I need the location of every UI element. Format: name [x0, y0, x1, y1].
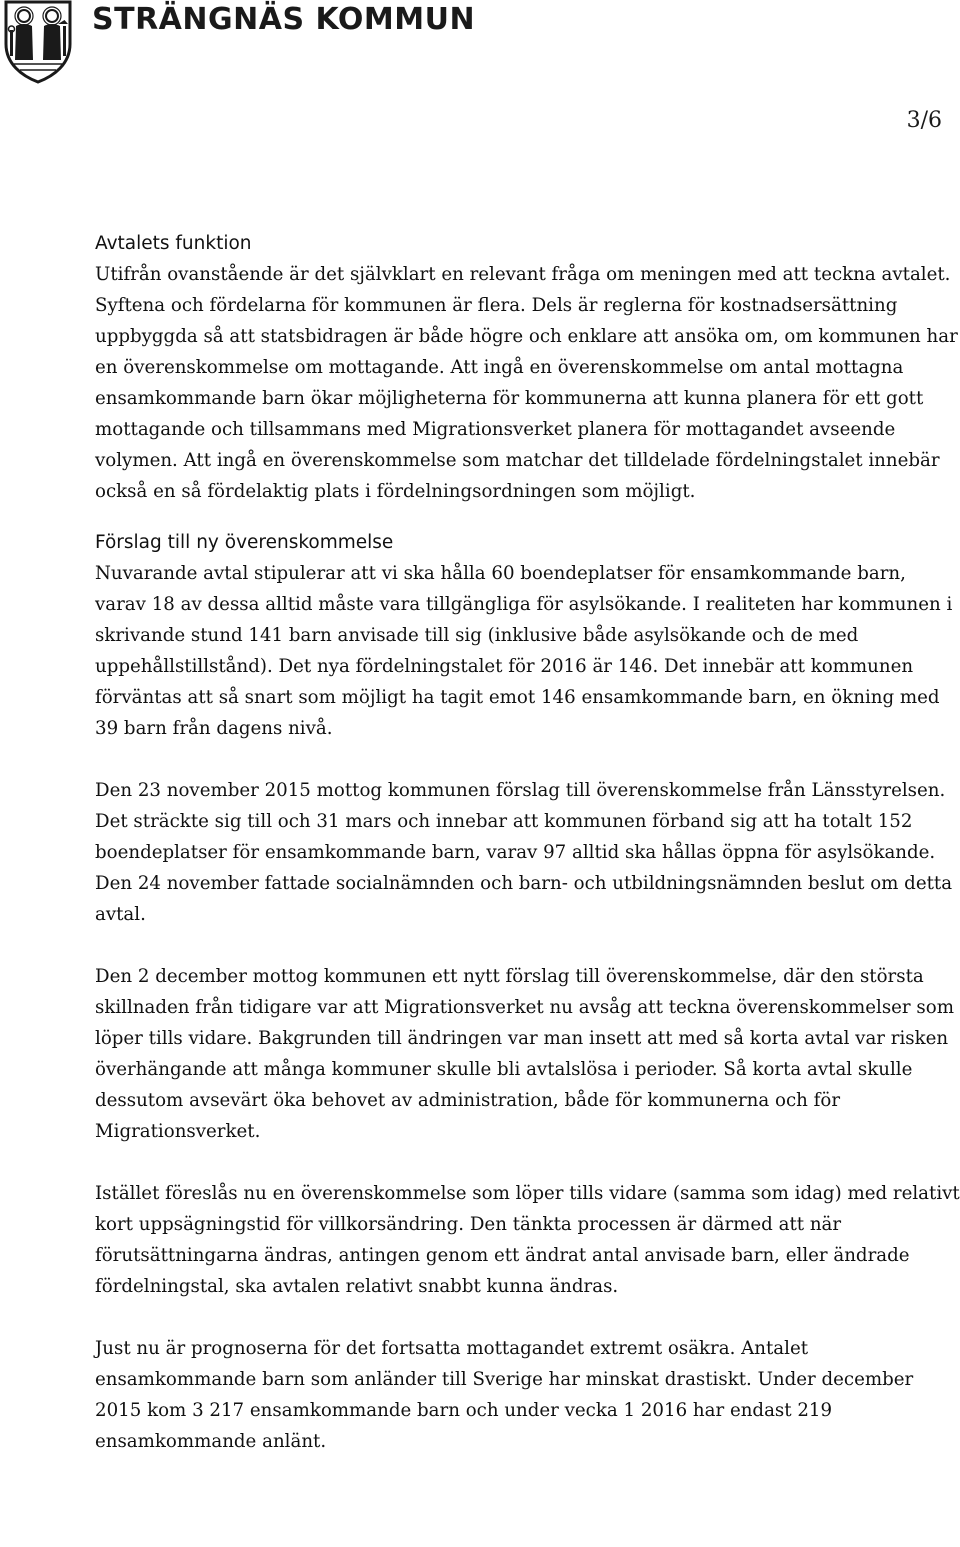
spacer [95, 1302, 960, 1333]
paragraph: Utifrån ovanstående är det självklart en relevant fråga om meningen med att teckna avtalet. Syftena och fördelarna för kommunen är flera. Dels är reglerna för kostnadsersättning uppbyggda så att statsbidragen är både högre och enklare att ansöka om, om kommunen har en överenskommelse om mottagande. Att ingå en överenskommelse om antal mottagna ensamkommande barn ökar möjligheterna för kommunerna att kunna planera för ett gott mottagande och tillsammans med Migrationsverket planera för mottagandet avseende volymen. Att ingå en överenskommelse som matchar det tilldelade fördelningstalet innebär också en så fördelaktig plats i fördelningsordningen som möjligt. [95, 264, 958, 502]
spacer [95, 1147, 960, 1178]
paragraph: Istället föreslås nu en överenskommelse som löper tills vidare (samma som idag) med relativt kort uppsägningstid för villkorsändring. Den tänkta processen är därmed att när förutsättningarna ändras, antingen genom ett ändrat antal anvisade barn, eller ändrade fördelningstal, ska avtalen relativt snabbt kunna ändras. [95, 1183, 960, 1297]
brand-name: STRÄNGNÄS KOMMUN [92, 2, 476, 37]
paragraph: Just nu är prognoserna för det fortsatta mottagandet extremt osäkra. Antalet ensamkommande barn som anländer till Sverige har minskat drastiskt. Under december 2015 kom 3 217 ensamkommande barn och under vecka 1 2016 har endast 219 ensamkommande anlänt. [95, 1338, 914, 1452]
section-heading-avtalets-funktion: Avtalets funktion [95, 233, 252, 254]
paragraph: Nuvarande avtal stipulerar att vi ska hålla 60 boendeplatser för ensamkommande barn, varav 18 av dessa alltid måste vara tillgängliga för asylsökande. I realiteten har kommunen i skrivande stund 141 barn anvisade till sig (inklusive både asylsökande och de med uppehållstillstånd). Det nya fördelningstalet för 2016 är 146. Det innebär att kommunen förväntas att så snart som möjligt ha tagit emot 146 ensamkommande barn, en ökning med 39 barn från dagens nivå. [95, 563, 953, 739]
municipal-crest-icon [2, 0, 74, 84]
paragraph: Den 23 november 2015 mottog kommunen förslag till överenskommelse från Länsstyrelsen. Det sträckte sig till och 31 mars och innebar att kommunen förband sig att ha totalt 152 boendeplatser för ensamkommande barn, varav 97 alltid ska hållas öppna för asylsökande. Den 24 november fattade socialnämnden och barn- och utbildningsnämnden beslut om detta avtal. [95, 780, 953, 925]
spacer [95, 744, 960, 775]
document-body [95, 228, 960, 1457]
section-heading-forslag: Förslag till ny överenskommelse [95, 532, 394, 553]
spacer [95, 507, 960, 527]
page-number: 3/6 [906, 108, 942, 133]
paragraph: Den 2 december mottog kommunen ett nytt förslag till överenskommelse, där den största skillnaden från tidigare var att Migrationsverket nu avsåg att teckna överenskommelser som löper tills vidare. Bakgrunden till ändringen var man insett att med så korta avtal var risken överhängande att många kommuner skulle bli avtalslösa i perioder. Så korta avtal skulle dessutom avsevärt öka behovet av administration, både för kommunerna och för Migrationsverket. [95, 966, 954, 1142]
spacer [95, 930, 960, 961]
page-header [0, 0, 960, 90]
